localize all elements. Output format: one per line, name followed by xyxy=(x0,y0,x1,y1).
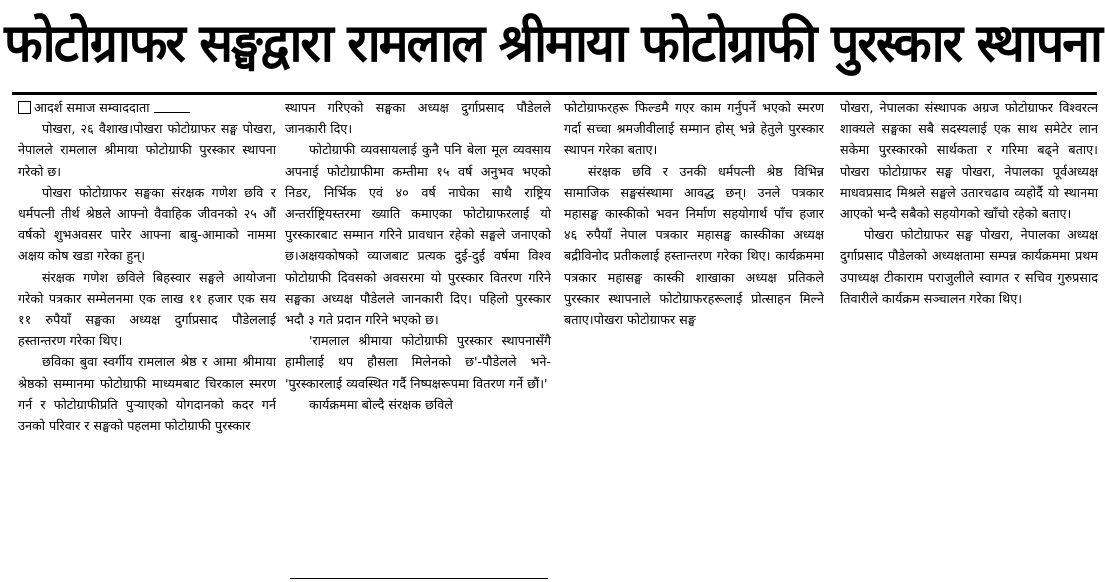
paragraph: 'रामलाल श्रीमाया फोटोग्राफी पुरस्कार स्थापनासँगै हामीलाई थप हौसला मिलेनको छ'-पौडेलले भने-'पुरस्कारलाई व्यवस्थित गर्दै निष्पक्षरूपमा वितरण गर्ने छौं।' xyxy=(285,333,551,391)
column-1 xyxy=(18,97,276,582)
paragraph: फोटोग्राफरहरू फिल्डमै गएर काम गर्नुपर्ने भएको स्मरण गर्दा सच्चा श्रमजीवीलाई सम्मान होस् भन्ने हेतुले पुरस्कार स्थापन गरेका बताए। xyxy=(564,100,824,158)
column-bottom-rule xyxy=(290,578,548,579)
paragraph: संरक्षक गणेश छविले बिहस्वार सङ्घले आयोजना गरेको पत्रकार सम्मेलनमा एक लाख ११ हजार एक सय ११ रुपैयाँ सङ्घका अध्यक्ष दुर्गाप्रसाद पौडेललाई हस्तान्तरण गरेका थिए। xyxy=(18,269,276,349)
headline-rule xyxy=(12,92,1097,95)
checkbox-icon xyxy=(18,101,31,114)
byline xyxy=(18,97,276,118)
paragraph: फोटोग्राफी व्यवसायलाई कुनै पनि बेला मूल व्यवसाय अपनाई फोटोग्राफीमा कम्तीमा १५ वर्ष अनुभव भएको निडर, निर्भिक एवं ४० वर्ष नाघेका साथै राष्ट्रिय अन्तर्राष्ट्रियस्तरमा ख्याति कमाएका फोटोग्राफरलाई यो पुरस्कारबाट सम्मान गरिने प्रावधान रहेको सङ्घले जनाएको छ।अक्षयकोषको व्याजबाट प्रत्यक दुई-दुई वर्षमा विश्व फोटोग्राफी दिवसको अवसरमा यो पुरस्कार वितरण गरिने सङ्घका अध्यक्ष पौडेलले जानकारी दिए। पहिलो पुरस्कार भदौ ३ गते प्रदान गरिने भएको छ। xyxy=(285,142,551,328)
column-3 xyxy=(564,97,824,582)
paragraph: संरक्षक छवि र उनकी धर्मपत्नी श्रेष्ठ विभिन्न सामाजिक सङ्घसंस्थामा आवद्ध छन्। उनले पत्रकार महासङ्घ कास्कीको भवन निर्माण सहयोगार्थ पाँच हजार ४६ रुपैयाँ नेपाल पत्रकार महासङ्घ कास्कीका अध्यक्ष बद्रीविनोद प्रतीकलाई हस्तान्तरण गरेका थिए। कार्यक्रममा पत्रकार महासङ्घ कास्की शाखाका अध्यक्ष प्रतिकले पुरस्कार स्थापनाले फोटोग्राफरहरूलाई प्रोत्साहन मिल्ने बताए।पोखरा फोटोग्राफर सङ्घ xyxy=(564,163,824,328)
paragraph: पोखरा, नेपालका संस्थापक अग्रज फोटोग्राफर विश्वरत्न शाक्यले सङ्घका सबै सदस्यलाई एक साथ समेटेर लान सकेमा पुरस्कारको सार्थकता र गरिमा बढ्ने बताए। पोखरा फोटोग्राफर सङ्घ पोखरा, नेपालका पूर्वअध्यक्ष माधवप्रसाद मिश्रले सङ्घले उतारचढाव व्यहोर्दै यो स्थानमा आएको भन्दै सबैको सहयोगको खाँचो रहेको बताए। xyxy=(840,100,1098,222)
column-2 xyxy=(285,97,551,582)
byline-text: आदर्श समाज सम्वाददाता xyxy=(34,100,150,115)
paragraph: पोखरा, २६ वैशाख।पोखरा फोटोग्राफर सङ्घ पोखरा, नेपालले रामलाल श्रीमाया फोटोग्राफी पुरस्कार स्थापना गरेको छ। xyxy=(18,121,276,179)
paragraph: पोखरा फोटोग्राफर सङ्घ पोखरा, नेपालका अध्यक्ष दुर्गाप्रसाद पौडेलको अध्यक्षतामा सम्पन्न कार्यक्रममा प्रथम उपाध्यक्ष टीकाराम पराजुलीले स्वागत र सचिव गुरुप्रसाद तिवारीले कार्यक्रम सञ्चालन गरेका थिए। xyxy=(840,227,1098,306)
headline: फोटोग्राफर सङ्घद्वारा रामलाल श्रीमाया फोटोग्राफी पुरस्कार स्थापना xyxy=(4,12,1101,74)
paragraph: पोखरा फोटोग्राफर सङ्घका संरक्षक गणेश छवि र धर्मपत्नी तीर्थ श्रेष्ठले आफ्नो वैवाहिक जीवनको २५ औं वर्षको शुभअवसर पारेर आफ्ना बाबु-आमाको नाममा अक्षय कोष खडा गरेका हुन्। xyxy=(18,184,276,264)
paragraph: कार्यक्रममा बोल्दै संरक्षक छविले xyxy=(309,396,453,412)
column-4 xyxy=(840,97,1098,582)
byline-rule xyxy=(154,102,190,113)
paragraph: छविका बुवा स्वर्गीय रामलाल श्रेष्ठ र आमा श्रीमाया श्रेष्ठको सम्मानमा फोटोग्राफी माध्यमबाट चिरकाल स्मरण गर्न र फोटोग्राफीप्रति पुर्‍याएको योगदानको कदर गर्न उनको परिवार र सङ्घको पहलमा फोटोग्राफी पुरस्कार xyxy=(18,354,276,434)
paragraph: स्थापन गरिएको सङ्घका अध्यक्ष दुर्गाप्रसाद पौडेलले जानकारी दिए। xyxy=(285,100,551,137)
